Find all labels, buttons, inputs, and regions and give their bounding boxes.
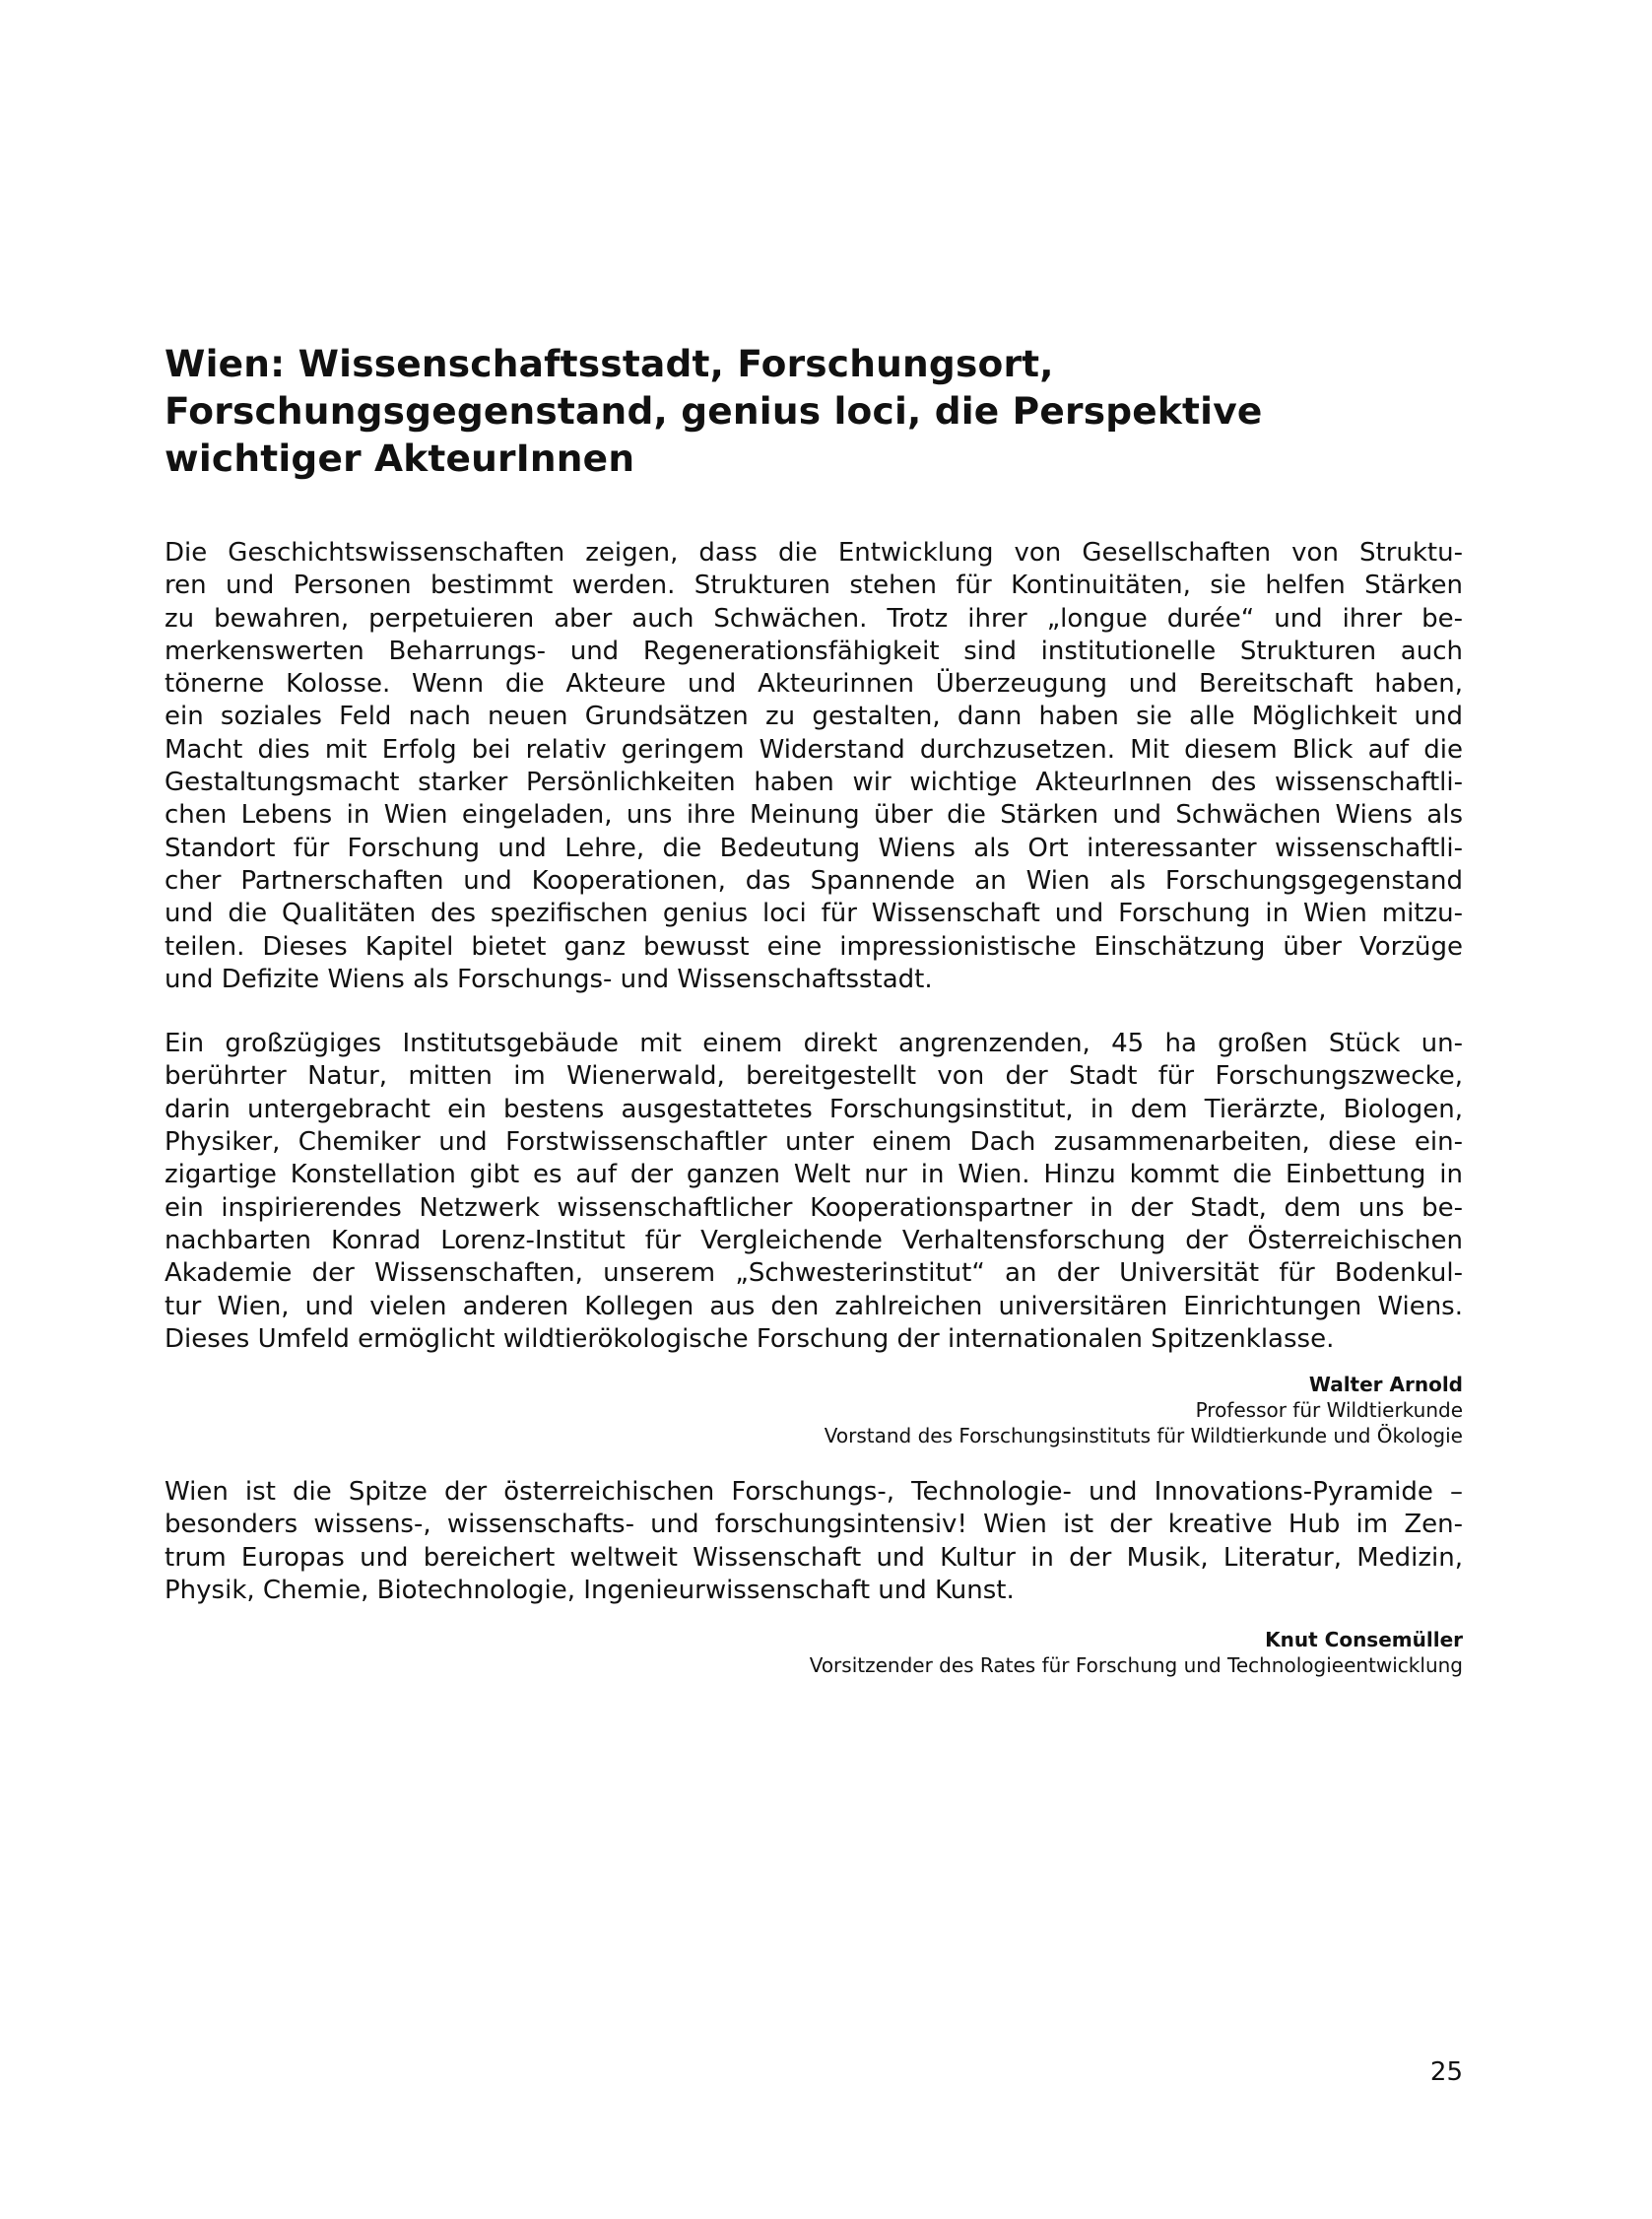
quote-arnold [165,1028,1463,1356]
intro-line: Standort für Forschung und Lehre, die Bedeutung Wiens als Ort interessanter wissenschaftli- [165,833,1463,863]
quote-line: besonders wissens-, wissenschafts- und forschungsintensiv! Wien ist der kreative Hub im Zen- [165,1510,1463,1540]
intro-line: ren und Personen bestimmt werden. Strukturen stehen für Kontinuitäten, sie helfen Stärken [165,571,1463,601]
intro-line: merkenswerten Beharrungs- und Regenerationsfähigkeit sind institutionelle Strukturen auch [165,636,1463,666]
quote-line: nachbarten Konrad Lorenz-Institut für Vergleichende Verhaltensforschung der Österreichischen [165,1225,1463,1255]
quote-line: Wien ist die Spitze der österreichischen Forschungs-, Technologie- und Innovations-Pyramide – [165,1477,1463,1508]
intro-line: Die Geschichtswissenschaften zeigen, dass die Entwicklung von Gesellschaften von Struktu- [165,538,1463,568]
quote-line: Physiker, Chemiker und Forstwissenschaftler unter einem Dach zusammenarbeiten, diese ein- [165,1127,1463,1158]
quote-line: zigartige Konstellation gibt es auf der ganzen Welt nur in Wien. Hinzu kommt die Einbettung in [165,1160,1463,1190]
intro-line: ein soziales Feld nach neuen Grundsätzen zu gestalten, dann haben sie alle Möglichkeit und [165,702,1463,732]
author-role: Vorsitzender des Rates für Forschung und Technologieentwicklung [809,1653,1463,1678]
intro-line: zu bewahren, perpetuieren aber auch Schwächen. Trotz ihrer „longue durée“ und ihrer be- [165,603,1463,634]
title-line: wichtiger AkteurInnen [165,437,635,480]
quote-line: ein inspirierendes Netzwerk wissenschaftlicher Kooperationspartner in der Stadt, dem uns be- [165,1192,1463,1223]
intro-line: chen Lebens in Wien eingeladen, uns ihre Meinung über die Stärken und Schwächen Wiens als [165,800,1463,831]
intro-line: und Defizite Wiens als Forschungs- und Wissenschaftsstadt. [165,964,933,994]
page-content [165,340,1463,1678]
intro-line: und die Qualitäten des spezifischen genius loci für Wissenschaft und Forschung in Wien mitzu- [165,899,1463,929]
intro-paragraph [165,537,1463,996]
attribution-consemueller [165,1627,1463,1678]
intro-line: tönerne Kolosse. Wenn die Akteure und Akteurinnen Überzeugung und Bereitschaft haben, [165,669,1463,700]
title-line: Wien: Wissenschaftsstadt, Forschungsort, [165,342,1054,385]
intro-line: cher Partnerschaften und Kooperationen, das Spannende an Wien als Forschungsgegenstand [165,865,1463,896]
intro-line: Gestaltungsmacht starker Persönlichkeiten haben wir wichtige AkteurInnen des wissenschaftli- [165,768,1463,798]
quote-line: tur Wien, und vielen anderen Kollegen aus den zahlreichen universitären Einrichtungen Wiens. [165,1291,1463,1321]
chapter-title [165,340,1463,482]
intro-line: teilen. Dieses Kapitel bietet ganz bewusst eine impressionistische Einschätzung über Vorzüge [165,931,1463,962]
intro-line: Macht dies mit Erfolg bei relativ geringem Widerstand durchzusetzen. Mit diesem Blick auf die [165,734,1463,765]
quote-line: Ein großzügiges Institutsgebäude mit einem direkt angrenzenden, 45 ha großen Stück un- [165,1029,1463,1059]
title-line: Forschungsgegenstand, genius loci, die Perspektive [165,389,1263,433]
quote-line: berührter Natur, mitten im Wienerwald, bereitgestellt von der Stadt für Forschungszwecke, [165,1061,1463,1092]
quote-line: trum Europas und bereichert weltweit Wissenschaft und Kultur in der Musik, Literatur, Medizin, [165,1542,1463,1573]
quote-line: Physik, Chemie, Biotechnologie, Ingenieurwissenschaft und Kunst. [165,1576,1015,1606]
quote-line: Akademie der Wissenschaften, unserem „Schwesterinstitut“ an der Universität für Bodenkul- [165,1258,1463,1289]
author-name: Walter Arnold [1308,1373,1463,1397]
quote-line: Dieses Umfeld ermöglicht wildtierökologische Forschung der internationalen Spitzenklasse. [165,1323,1335,1354]
author-role: Vorstand des Forschungsinstituts für Wildtierkunde und Ökologie [824,1424,1463,1448]
quote-line: darin untergebracht ein bestens ausgestattetes Forschungsinstitut, in dem Tierärzte, Biologen, [165,1094,1463,1124]
page-number: 25 [1429,2057,1463,2087]
attribution-arnold [165,1372,1463,1448]
author-name: Knut Consemüller [1265,1628,1463,1652]
quote-consemueller [165,1476,1463,1607]
author-role: Professor für Wildtierkunde [1195,1398,1463,1423]
